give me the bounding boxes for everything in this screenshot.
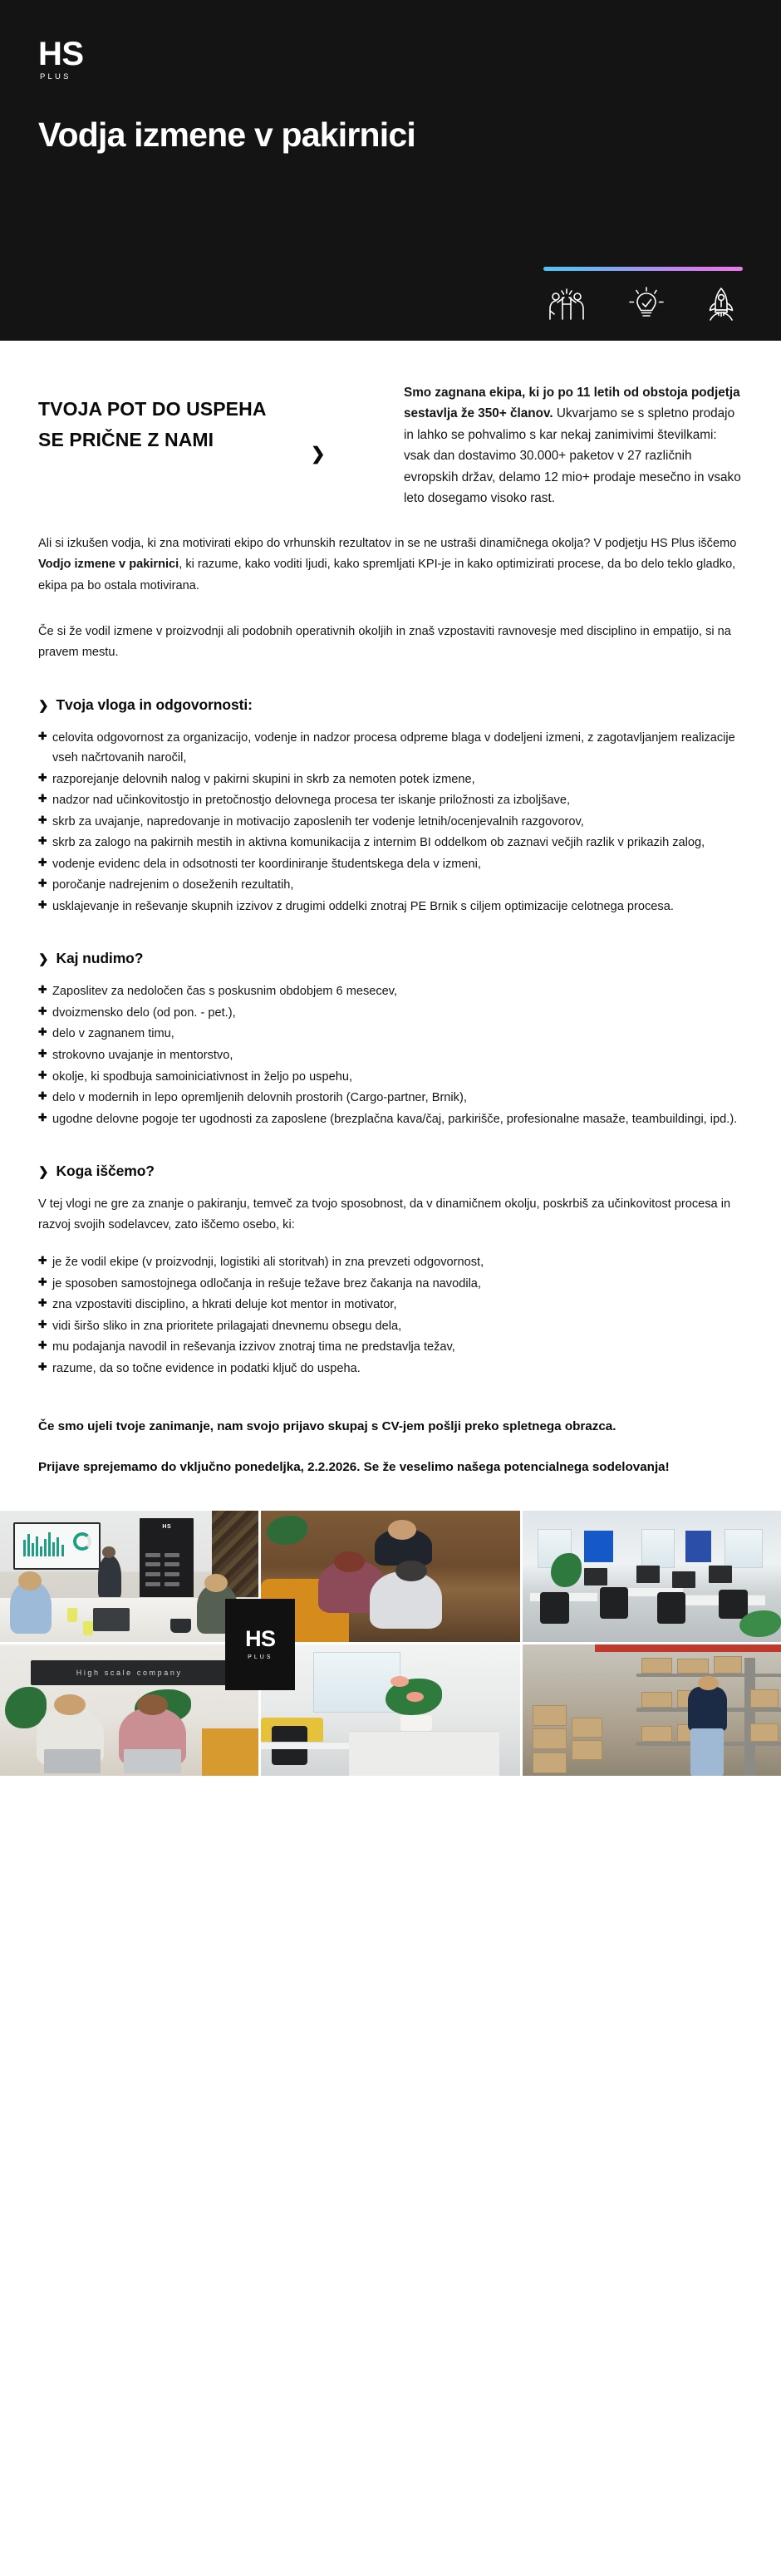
seated-person-right-head — [204, 1574, 228, 1592]
list-item: ✚ razporejanje delovnih nalog v pakirni skupini in skrb za nemoten potek izmene, — [38, 769, 743, 790]
list-item: ✚ vidi širšo sliko in zna prioritete prilagajati dnevnemu obsegu dela, — [38, 1316, 743, 1337]
intro-left-column — [38, 381, 404, 464]
hero-icon-row — [543, 286, 743, 322]
body-paragraph-2: Če si že vodil izmene v proizvodnji ali podobnih operativnih okoljih in znaš vzpostaviti ravnovesje med disciplino in empatijo, si na pravem mestu. — [38, 624, 731, 659]
rollup-banner: HS — [140, 1518, 194, 1600]
photo-gallery — [0, 1511, 781, 1776]
warehouse-worker — [688, 1687, 727, 1732]
section-candidate — [38, 1163, 743, 1379]
chevron-right-icon: ❯ — [38, 1165, 49, 1180]
section-heading-text: Koga iščemo? — [56, 1163, 155, 1180]
list-item: ✚ usklajevanje in reševanje skupnih izzivov z drugimi oddelki znotraj PE Brnik s ciljem optimizacije celotnega procesa. — [38, 897, 743, 917]
section-heading-text: Tvoja vloga in odgovornosti: — [56, 696, 253, 713]
list-item: ✚ poročanje nadrejenim o doseženih rezultatih, — [38, 875, 743, 896]
chart-donut — [73, 1532, 91, 1551]
list-item: ✚ celovita odgovornost za organizacijo, vodenje in nadzor procesa odpreme blaga v dodeljeni izmeni, z zagotavljanjem realizacije vseh načrtovanih naročil, — [38, 728, 743, 769]
section-responsibilities — [38, 696, 743, 917]
rocket-icon — [703, 286, 739, 322]
job-role-emphasis: Vodjo izmene v pakirnici — [38, 558, 179, 572]
lightbulb-check-icon — [627, 286, 666, 322]
chevron-right-icon: ❯ — [311, 445, 326, 464]
hs-logo-overlay — [225, 1599, 295, 1690]
photo-meeting-presentation — [0, 1511, 258, 1642]
list-item: ✚ vodenje evidenc dela in odsotnosti ter koordiniranje študentskega dela v izmeni, — [38, 854, 743, 875]
body-paragraph-1 — [38, 533, 743, 596]
list-item: ✚ mu podajanja navodil in reševanja izzivov znotraj tima ne predstavlja težav, — [38, 1337, 743, 1358]
photo-warehouse — [523, 1644, 781, 1776]
company-logo — [38, 38, 84, 81]
list-item: ✚ Zaposlitev za nedoločen čas s poskusnim obdobjem 6 mesecev, — [38, 981, 743, 1002]
section-heading-candidate — [38, 1163, 743, 1180]
closing-line-1: Če smo ujeli tvoje zanimanje, nam svojo prijavo skupaj s CV-jem pošlji preko spletnega obrazca. — [38, 1419, 616, 1434]
responsibilities-list — [38, 728, 743, 917]
intro-kicker: TVOJA POT DO USPEHA SE PRIČNE Z NAMI — [38, 398, 266, 451]
standing-presenter — [98, 1556, 121, 1600]
page-title: Vodja izmene v pakirnici — [38, 116, 415, 154]
photo-high-scale-company — [0, 1644, 258, 1776]
list-item: ✚ strokovno uvajanje in mentorstvo, — [38, 1045, 743, 1066]
list-item: ✚ delo v modernih in lepo opremljenih delovnih prostorih (Cargo-partner, Brnik), — [38, 1088, 743, 1109]
body-paragraph-1-a: Ali si izkušen vodja, ki zna motivirati ekipo do vrhunskih rezultatov in se ne ustraši dinamičnega okolja? V podjetju HS Plus iščemo — [38, 537, 737, 551]
list-item: ✚ dvoizmensko delo (od pon. - pet.), — [38, 1003, 743, 1024]
high-five-people-icon — [547, 286, 590, 322]
section-heading-responsibilities — [38, 696, 743, 714]
list-item: ✚ je sposoben samostojnega odločanja in rešuje težave brez čakanja na navodila, — [38, 1274, 743, 1295]
overlay-logo-plus: PLUS — [248, 1654, 273, 1661]
high-scale-banner: High scale company — [31, 1660, 228, 1685]
closing-section — [38, 1417, 743, 1477]
list-item: ✚ razume, da so točne evidence in podatki ključ do uspeha. — [38, 1359, 743, 1379]
intro-lead-bold: Smo zagnana ekipa, ki jo po 11 letih od obstoja podjetja sestavlja že 350+ članov. — [404, 386, 740, 421]
list-item: ✚ ugodne delovne pogoje ter ugodnosti za zaposlene (brezplačna kava/čaj, parkirišče, profesionalne masaže, teambuildingi, ipd.). — [38, 1109, 743, 1130]
list-item: ✚ skrb za zalogo na pakirnih mestih in aktivna komunikacija z internim BI oddelkom ob zaznavi večjih razlik v prikazih zalog, — [38, 833, 743, 853]
presentation-screen — [13, 1522, 101, 1570]
offer-list — [38, 981, 743, 1129]
hero-decoration — [543, 267, 743, 322]
job-body — [0, 533, 781, 1477]
intro-lead-rest: Ukvarjamo se s spletno prodajo in lahko se pohvalimo s kar nekaj zanimivimi številkami: vsak dan dostavimo 30.000+ paketov v 27 različnih evropskih držav, delamo 12 mio+ prodaje mesečno in vsako leto dosegamo visoko rast. — [404, 406, 741, 505]
list-item: ✚ skrb za uvajanje, napredovanje in motivacijo zaposlenih ter vodenje letnih/ocenjevalnih razgovorov, — [38, 812, 743, 833]
list-item: ✚ delo v zagnanem timu, — [38, 1024, 743, 1045]
chevron-right-icon: ❯ — [38, 698, 49, 713]
closing-line-2: Prijave sprejemamo do vključno ponedeljka, 2.2.2026. Se že veselimo našega potencialnega sodelovanja! — [38, 1459, 670, 1474]
list-item: ✚ je že vodil ekipe (v proizvodnji, logistiki ali storitvah) in zna prevzeti odgovornost, — [38, 1252, 743, 1273]
intro-lead-paragraph — [404, 381, 743, 509]
chevron-right-icon: ❯ — [38, 952, 49, 967]
section-offer — [38, 950, 743, 1129]
overlay-logo-hs: HS — [245, 1626, 276, 1652]
hero-header — [0, 0, 781, 341]
photo-desk-flowers — [261, 1644, 519, 1776]
list-item: ✚ okolje, ki spodbuja samoiniciativnost in željo po uspehu, — [38, 1067, 743, 1088]
logo-plus-text: PLUS — [40, 72, 71, 81]
logo-hs-text: HS — [38, 36, 84, 72]
presenter-head — [102, 1546, 115, 1558]
photo-lounge-team — [261, 1511, 519, 1642]
body-paragraph-1-c: , ki razume, kako voditi ljudi, kako spremljati KPI-je in kako optimizirati procese, da bo delo teklo gladko, ekipa pa bo ostala motivirana. — [38, 558, 736, 592]
section-heading-text: Kaj nudimo? — [56, 950, 144, 967]
list-item: ✚ zna vzpostaviti disciplino, a hkrati deluje kot mentor in motivator, — [38, 1295, 743, 1315]
gradient-divider — [543, 267, 743, 271]
intro-section — [0, 341, 781, 509]
candidate-intro-text: V tej vlogi ne gre za znanje o pakiranju, temveč za tvojo sposobnost, da v dinamičnem okolju, poskrbiš za učinkovitost procesa in razvoj svojih sodelavcev, zato iščemo osebo, ki: — [38, 1197, 731, 1232]
candidate-list — [38, 1252, 743, 1379]
seated-person-left-head — [18, 1571, 42, 1591]
section-heading-offer — [38, 950, 743, 967]
photo-open-office — [523, 1511, 781, 1642]
list-item: ✚ nadzor nad učinkovitostjo in pretočnostjo delovnega procesa ter iskanje priložnosti za izboljšave, — [38, 790, 743, 811]
